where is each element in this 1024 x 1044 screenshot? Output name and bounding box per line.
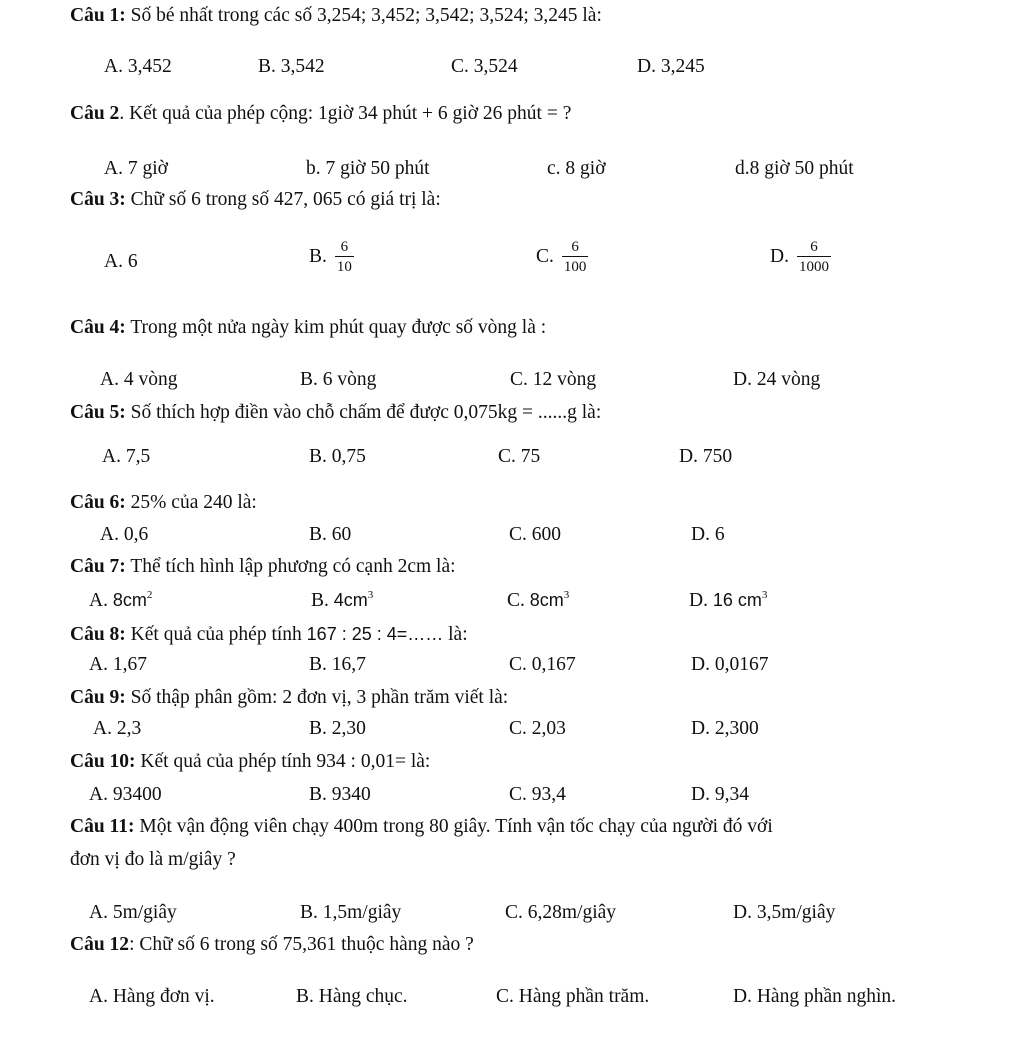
question-4 [70,316,546,340]
option-c: C. 75 [498,446,541,467]
option-d: D. 3,245 [637,56,705,77]
question-label: Câu 3: [70,189,126,210]
option-d: D. 3,5m/giây [733,902,836,923]
option-b: B. 9340 [309,784,371,805]
option-b: b. 7 giờ 50 phút [306,158,430,179]
question-text: Số thập phân gồm: 2 đơn vị, 3 phần trăm viết là: [125,687,509,708]
question-label: Câu 5: [70,402,126,423]
option-c: C. 600 [509,524,562,545]
option-d: d.8 giờ 50 phút [735,158,854,179]
option-d: D. 750 [679,446,733,467]
option-c: C. 6,28m/giây [505,902,617,923]
question-text: 25% của 240 là: [125,492,257,513]
question-7 [70,555,456,579]
question-10 [70,750,430,774]
option-d: D. Hàng phần nghìn. [733,986,897,1007]
option-a: A. Hàng đơn vị. [89,986,215,1007]
option-c: C. Hàng phần trăm. [496,986,650,1007]
option-c [536,238,588,277]
exponent: 3 [563,589,570,601]
option-b: B. 6 vòng [300,369,377,390]
volume-value: 8cm [529,590,564,610]
question-9 [70,686,508,710]
expression: 167 : 25 : 4=…… [306,624,444,644]
question-text: Thể tích hình lập phương có cạnh 2cm là: [125,556,456,577]
question-6 [70,491,257,515]
option-b [309,238,354,277]
option-c: C. 12 vòng [510,369,597,390]
question-label: Câu 12 [70,934,130,955]
option-letter: C. [507,590,525,611]
option-a: A. 4 vòng [100,369,178,390]
option-a: A. 2,3 [93,718,142,739]
question-11 [70,815,773,839]
option-c: C. 2,03 [509,718,566,739]
question-label: Câu 11: [70,816,135,837]
question-8 [70,622,468,647]
question-label: Câu 6: [70,492,126,513]
option-letter: D. [770,245,789,267]
option-b: B. 3,542 [258,56,325,77]
question-5 [70,401,601,425]
denominator: 10 [336,259,352,275]
option-a: A. 7 giờ [104,158,168,179]
option-a: A. 0,6 [100,524,149,545]
option-d: D. 24 vòng [733,369,821,390]
question-label: Câu 8: [70,624,126,645]
option-c [507,588,569,613]
question-text: Trong một nửa ngày kim phút quay được số vòng là : [125,317,547,338]
exponent: 3 [367,589,374,601]
question-text: : Chữ số 6 trong số 75,361 thuộc hàng nào ? [129,934,474,955]
volume-value: 4cm [333,590,368,610]
question-1 [70,4,602,28]
option-b [311,588,373,613]
question-label: Câu 7: [70,556,126,577]
option-letter: C. [536,245,554,267]
option-b: B. 0,75 [309,446,366,467]
option-a: A. 5m/giây [89,902,177,923]
option-d: D. 0,0167 [691,654,769,675]
question-tail: là: [443,624,468,645]
option-d [770,238,831,277]
exponent: 2 [146,589,153,601]
option-a: A. 7,5 [102,446,151,467]
option-c: C. 0,167 [509,654,576,675]
question-12 [70,933,474,957]
question-text: Chữ số 6 trong số 427, 065 có giá trị là: [125,189,441,210]
option-a: A. 3,452 [104,56,172,77]
numerator: 6 [797,238,831,257]
volume-value: 16 cm [712,590,762,610]
option-d: D. 6 [691,524,725,545]
question-text: Số thích hợp điền vào chỗ chấm để được 0,075kg = ......g là: [125,402,602,423]
option-a: A. 1,67 [89,654,147,675]
question-text: Số bé nhất trong các số 3,254; 3,452; 3,542; 3,524; 3,245 là: [125,5,602,26]
option-d [689,588,767,613]
option-letter: D. [689,590,708,611]
option-b: B. Hàng chục. [296,986,408,1007]
question-text: Kết quả của phép tính 934 : 0,01= là: [135,751,431,772]
option-c: C. 93,4 [509,784,566,805]
option-a: A. 6 [104,251,138,272]
fraction [797,238,831,277]
option-d: D. 9,34 [691,784,749,805]
question-label: Câu 2 [70,103,120,124]
question-label: Câu 9: [70,687,126,708]
numerator: 6 [335,238,354,257]
question-2 [70,102,571,126]
question-label: Câu 1: [70,5,126,26]
denominator: 100 [563,259,587,275]
volume-value: 8cm [112,590,147,610]
option-b: B. 16,7 [309,654,366,675]
fraction [562,238,589,277]
option-a: A. 93400 [89,784,162,805]
denominator: 1000 [798,259,829,275]
option-d: D. 2,300 [691,718,759,739]
fraction [335,238,354,277]
option-b: B. 1,5m/giây [300,902,402,923]
question-text: Một vận động viên chạy 400m trong 80 giây. Tính vận tốc chạy của người đó với [134,816,773,837]
option-letter: B. [311,590,329,611]
option-b: B. 2,30 [309,718,366,739]
option-b: B. 60 [309,524,352,545]
exponent: 3 [761,589,768,601]
option-letter: A. [89,590,108,611]
question-11-continuation: đơn vị đo là m/giây ? [70,849,236,870]
question-text: Kết quả của phép tính [125,624,307,645]
question-label: Câu 10: [70,751,136,772]
option-a [89,588,152,613]
question-text: . Kết quả của phép cộng: 1giờ 34 phút + 6 giờ 26 phút = ? [119,103,572,124]
option-c: c. 8 giờ [547,158,606,179]
question-label: Câu 4: [70,317,126,338]
question-3 [70,188,441,212]
option-c: C. 3,524 [451,56,518,77]
numerator: 6 [562,238,589,257]
option-letter: B. [309,245,327,267]
